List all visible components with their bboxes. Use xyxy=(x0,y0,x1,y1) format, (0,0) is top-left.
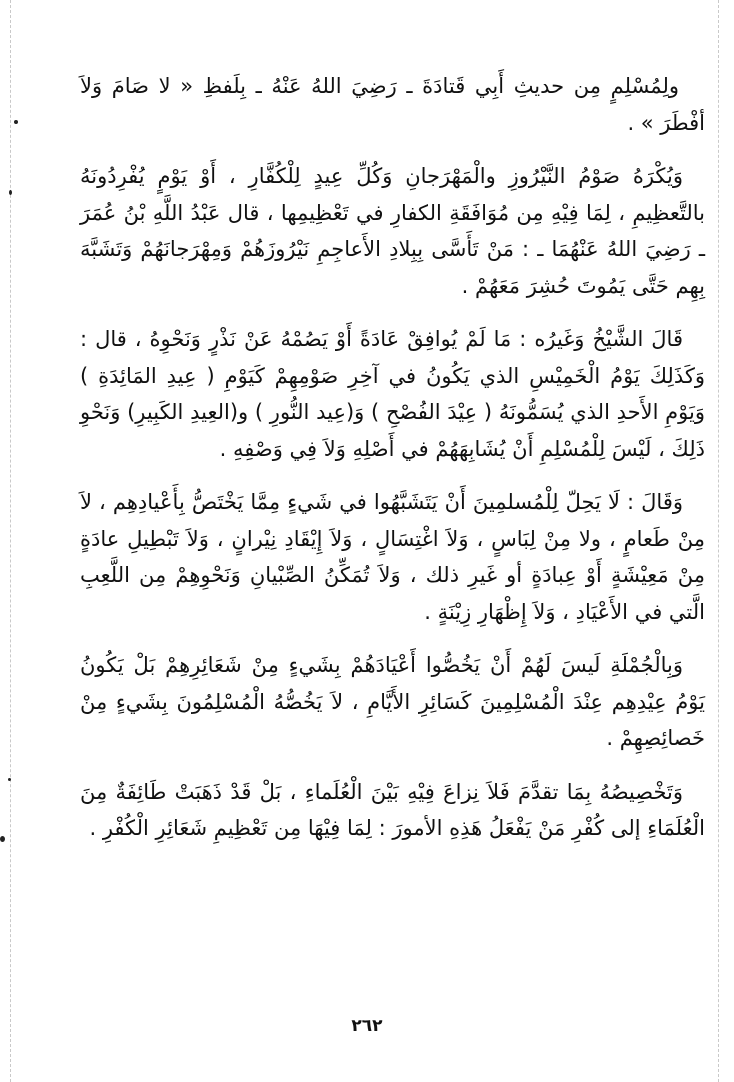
right-margin-rule xyxy=(718,0,719,1082)
scan-speck xyxy=(8,778,11,781)
scan-speck xyxy=(9,190,12,195)
body-text xyxy=(80,68,705,864)
paragraph: وَيُكْرَهُ صَوْمُ النَّيْرُوزِ والْمَهْرَجانِ وَكُلِّ عِيدٍ لِلْكُفَّارِ ، أَوْ يَوْمٍ يُفْرِدُونَهُ بالتَّعظِيمِ ، لِمَا فِيْهِ مِن مُوَافَقَةِ الكفارِ في تَعْظِيمِها ، قال عَبْدُ اللَّهِ بْنُ عُمَرَ ـ رَضِيَ اللهُ عَنْهُمَا ـ : مَنْ تَأَسَّى بِبِلادِ الأَعاجِمِ نَيْرُوزَهُمْ وَمِهْرَجانَهُمْ وَتَشَبَّهَ بِهِم حَتَّى يَمُوتَ حُشِرَ مَعَهُمْ . xyxy=(80,164,705,298)
paragraph: وَتَخْصِيصُهُ بِمَا تقدَّمَ فَلاَ نِزاعَ فِيْهِ بَيْنَ الْعُلَماءِ ، بَلْ قَدْ ذَهَبَتْ طَائِفَةٌ مِنَ الْعُلَمَاءِ إلى كُفْرِ مَنْ يَفْعَلُ هَذِهِ الأمورَ : لِمَا فِيْهَا مِن تَعْظِيمِ شَعَائِرِ الْكُفْرِ . xyxy=(80,779,705,840)
page-number: ٢٦٢ xyxy=(351,1016,383,1036)
paragraph: وَبِالْجُمْلَةِ لَيسَ لَهُمْ أَنْ يَخُصُّوا أَعْيَادَهُمْ بِشَيءٍ مِنْ شَعَائِرِهِمْ بَلْ يَكُونُ يَوْمُ عِيْدِهِم عِنْدَ الْمُسْلِمِينَ كَسَائِرِ الأَيَّامِ ، لاَ يَخُصُّهُ الْمُسْلِمُونَ بِشَيءٍ مِنْ خَصائِصِهِمْ . xyxy=(80,653,705,750)
paragraph: ولِمُسْلِمٍ مِن حديثِ أَبِي قَتادَةَ ـ رَضِيَ اللهُ عَنْهُ ـ بِلَفظِ « لا صَامَ وَلاَ أفْطَرَ » . xyxy=(80,74,705,135)
left-margin-rule xyxy=(10,0,11,1082)
scan-speck xyxy=(0,836,5,842)
paragraph: قَالَ الشَّيْخُ وَغَيرُه : مَا لَمْ يُوافِقْ عَادَةً أَوْ يَصُمْهُ عَنْ نَذْرٍ وَنَحْوِهُ ، قال : وَكَذَلِكَ يَوْمُ الْخَمِيْسِ الذي يَكُونُ في آخِرِ صَوْمِهِمْ كَيَوْمِ ( عِيدِ المَائِدَةِ ) وَيَوْمِ الأَحدِ الذي يُسَمُّونَهُ ( عِيْدَ الفُصْحِ ) وَ(عِيد النُّورِ ) و(العِيدِ الكَبِيرِ) وَنَحْوِ ذَلِكَ ، لَيْسَ لِلْمُسْلِمِ أَنْ يُشَابِهَهُمْ في أَصْلِهِ وَلاَ فِي وَصْفِهِ . xyxy=(80,327,705,461)
paragraph: وَقَالَ : لَا يَحِلّ لِلْمُسلمِينَ أَنْ يَتَشَبَّهُوا في شَيءٍ مِمَّا يَخْتَصُّ بِأَعْيادِهِم ، لاَ مِنْ طَعامٍ ، ولا مِنْ لِبَاسٍ ، وَلاَ اغْتِسَالٍ ، وَلاَ إِيْقَادِ نِيْرانٍ ، وَلاَ تَبْطِيلِ عادَةٍ مِنْ مَعِيْشَةٍ أَوْ عِبادَةٍ أو غَيرِ ذلك ، وَلاَ تُمَكِّنُ الصِّبْيانِ وَنَحْوِهِمْ مِن اللَّعِبِ الَّتي في الأَعْيَادِ ، وَلاَ إِظْهَارِ زِيْنَةٍ . xyxy=(80,490,705,624)
scan-speck xyxy=(14,120,18,124)
